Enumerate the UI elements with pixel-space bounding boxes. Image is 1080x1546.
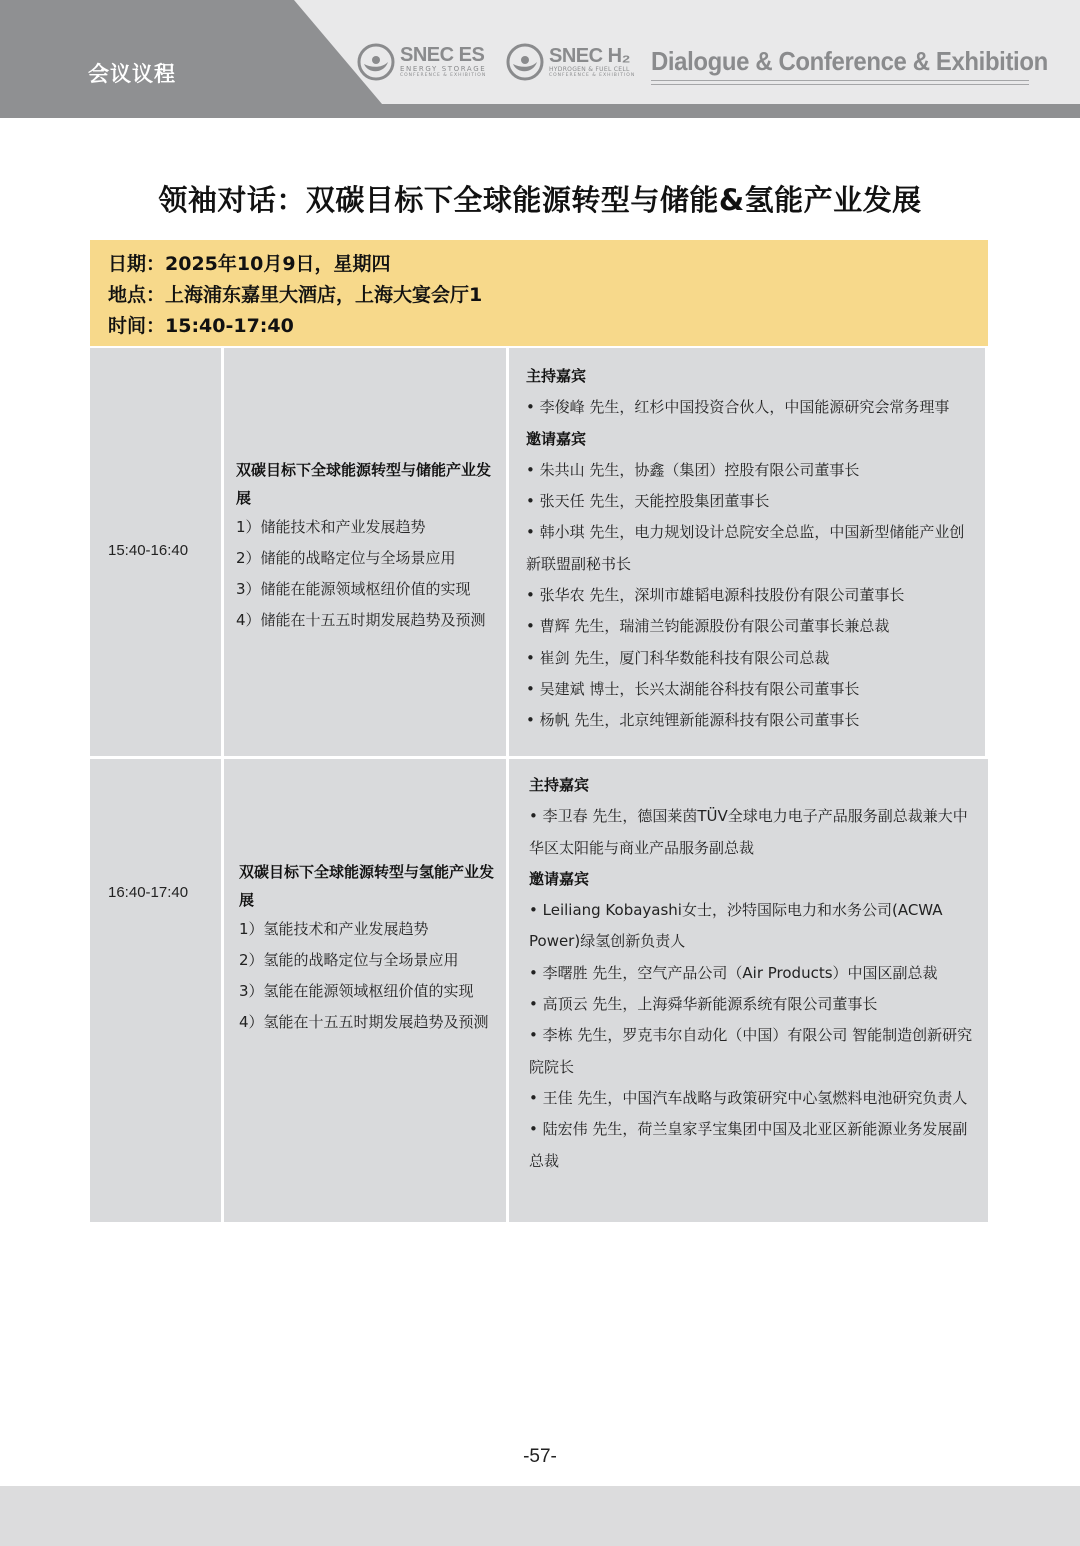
session-1-guest-label: 邀请嘉宾 [526, 429, 587, 448]
session-2-topic-item: 3）氢能在能源领域枢纽价值的实现 [239, 982, 474, 1000]
session-2-guest-label: 邀请嘉宾 [529, 869, 590, 888]
session-2-topic [239, 858, 501, 1038]
session-2-host-label: 主持嘉宾 [529, 776, 590, 794]
session-2-guest: • 高顶云 先生，上海舜华新能源系统有限公司董事长 [529, 995, 878, 1014]
section-title: 会议议程 [88, 62, 176, 86]
session-1-guest: • 韩小琪 先生，电力规划设计总院安全总监，中国新型储能产业创新联盟副秘书长 [526, 523, 965, 573]
session-1-time-cell [90, 348, 221, 756]
session-1-guest: • 杨帆 先生，北京纯锂新能源科技有限公司董事长 [526, 711, 860, 730]
snec-es-swirl-icon [356, 42, 396, 82]
snec-h2-logo [505, 42, 635, 82]
snec-es-logo [356, 42, 486, 82]
snec-es-logo-name: SNEC ES [400, 44, 485, 67]
session-1-topic-title: 双碳目标下全球能源转型与储能产业发展 [236, 461, 492, 507]
snec-es-logo-sub: ENERGY STORAGE [400, 65, 487, 74]
session-2-guest: • 李曙胜 先生，空气产品公司（Air Products）中国区副总裁 [529, 963, 938, 982]
session-2-guest: • Leiliang Kobayashi女士，沙特国际电力和水务公司(ACWA Power)绿氢创新负责人 [529, 901, 943, 951]
session-2-time: 16:40-17:40 [108, 884, 189, 901]
snec-es-logo-sub2: CONFERENCE & EXHIBITION [400, 73, 487, 79]
snec-h2-logo-name: SNEC H₂ [549, 44, 630, 67]
session-2-guests [529, 770, 974, 1177]
session-1-topic-item: 4）储能在十五五时期发展趋势及预测 [236, 611, 486, 629]
session-2-guest: • 王佳 先生，中国汽车战略与政策研究中心氢燃料电池研究负责人 [529, 1088, 968, 1107]
session-1-guest: • 曹辉 先生，瑞浦兰钧能源股份有限公司董事长兼总裁 [526, 617, 890, 636]
session-2-guest: • 陆宏伟 先生，荷兰皇家孚宝集团中国及北亚区新能源业务发展副总裁 [529, 1120, 968, 1170]
session-1-topic-cell [224, 348, 506, 756]
session-1-guest: • 朱共山 先生，协鑫（集团）控股有限公司董事长 [526, 460, 860, 479]
page-title: 领袖对话：双碳目标下全球能源转型与储能&氢能产业发展 [158, 183, 922, 217]
session-1-guest: • 崔剑 先生，厦门科华数能科技有限公司总裁 [526, 648, 830, 667]
snec-h2-logo-sub2: CONFERENCE & EXHIBITION [549, 72, 636, 78]
session-2-topic-cell [224, 759, 506, 1222]
footer-bar [0, 1486, 1080, 1546]
session-1-time: 15:40-16:40 [108, 542, 189, 559]
session-1-guests [526, 361, 966, 737]
session-2-time-cell [90, 759, 221, 1222]
session-1-guest: • 张天任 先生，天能控股集团董事长 [526, 492, 770, 511]
event-time: 时间：15:40-17:40 [108, 315, 294, 337]
session-1-topic-item: 3）储能在能源领域枢纽价值的实现 [236, 580, 471, 598]
session-2-topic-item: 4）氢能在十五五时期发展趋势及预测 [239, 1013, 489, 1031]
session-1-host-label: 主持嘉宾 [526, 367, 587, 385]
slogan-underline-2 [651, 84, 1029, 85]
snec-h2-swirl-icon [505, 42, 545, 82]
session-2-topic-title: 双碳目标下全球能源转型与氢能产业发展 [239, 863, 495, 909]
session-2-guests-cell [509, 759, 988, 1222]
session-1-guest: • 张华农 先生，深圳市雄韬电源科技股份有限公司董事长 [526, 586, 905, 605]
snec-h2-logo-sub: HYDROGEN & FUEL CELL [549, 65, 630, 73]
session-1-topic-item: 2）储能的战略定位与全场景应用 [236, 549, 456, 567]
event-date: 日期：2025年10月9日，星期四 [108, 253, 391, 275]
session-2-topic-item: 1）氢能技术和产业发展趋势 [239, 920, 429, 938]
session-2-topic-item: 2）氢能的战略定位与全场景应用 [239, 951, 459, 969]
session-1-topic [236, 456, 504, 636]
page-number: -57- [523, 1446, 557, 1467]
session-1-guests-cell [509, 348, 985, 756]
session-2-guest: • 李栋 先生，罗克韦尔自动化（中国）有限公司 智能制造创新研究院院长 [529, 1026, 973, 1076]
event-venue: 地点：上海浦东嘉里大酒店，上海大宴会厅1 [108, 284, 483, 306]
header-slogan: Dialogue & Conference & Exhibition [651, 46, 1048, 76]
event-info-box [90, 240, 988, 346]
slogan-underline [651, 80, 1029, 81]
session-1-host: • 李俊峰 先生，红杉中国投资合伙人，中国能源研究会常务理事 [526, 398, 950, 417]
session-1-guest: • 吴建斌 博士，长兴太湖能谷科技有限公司董事长 [526, 679, 860, 698]
session-2-host: • 李卫春 先生，德国莱茵TÜV全球电力电子产品服务副总裁兼大中华区太阳能与商业产品服务副总裁 [529, 807, 968, 857]
session-1-topic-item: 1）储能技术和产业发展趋势 [236, 518, 426, 536]
